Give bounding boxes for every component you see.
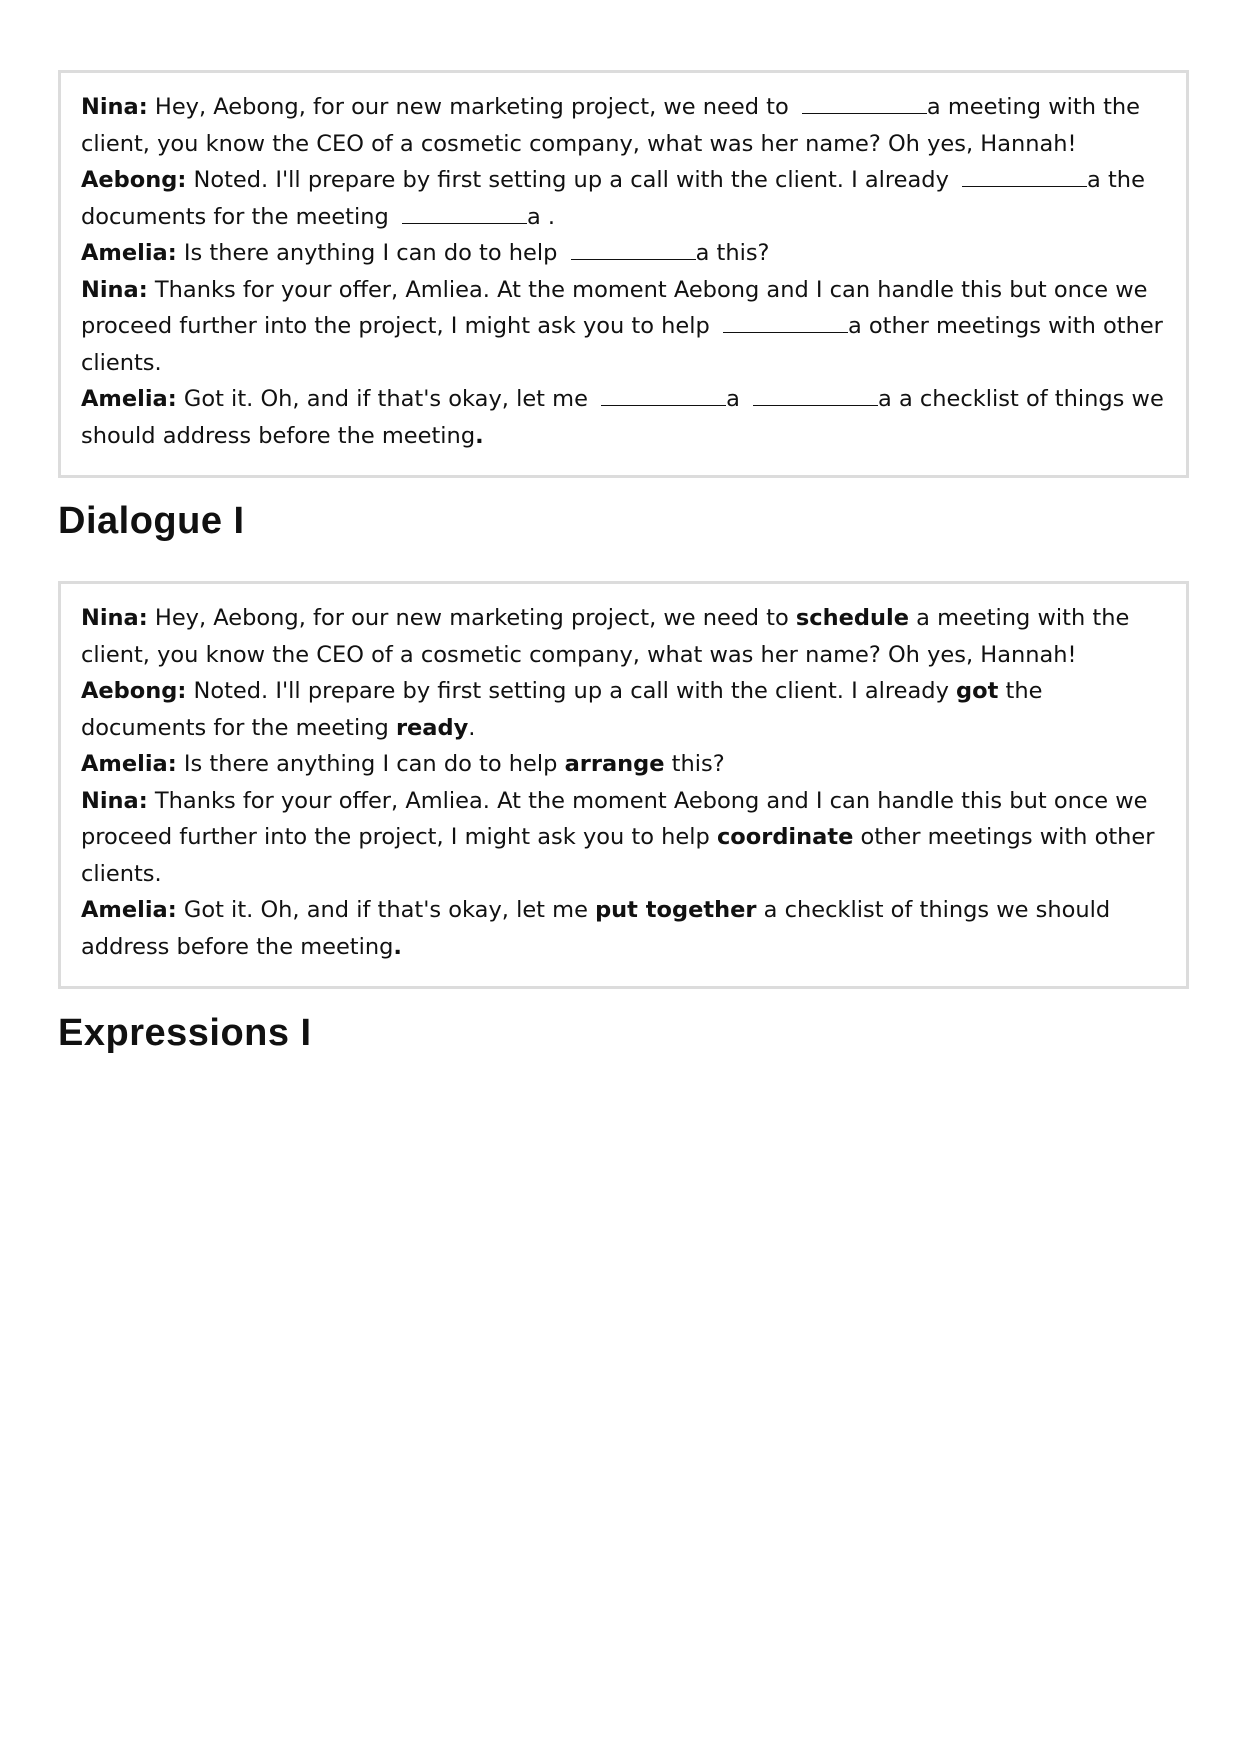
answer-blank[interactable] <box>571 237 696 260</box>
text: . <box>393 933 402 960</box>
answer-word: schedule <box>795 605 910 631</box>
speaker: Amelia: <box>81 751 177 777</box>
exercise-line <box>81 162 1166 235</box>
text: Thanks for your offer, Amliea. At the moment Aebong and I can handle this but once we proceed further into the project, I might ask you to help <box>81 276 1148 339</box>
text: a <box>726 386 748 412</box>
speaker: Nina: <box>81 276 148 303</box>
text: Is there anything I can do to help <box>176 751 565 777</box>
text: Noted. I'll prepare by first setting up a call with the client. I already <box>186 167 957 193</box>
speaker: Aebong: <box>81 167 187 193</box>
text: the documents for the meeting <box>81 678 1043 741</box>
exercise-line <box>81 235 1166 272</box>
exercise-line <box>81 272 1166 382</box>
speaker: Nina: <box>81 94 148 120</box>
answer-word: got <box>956 678 999 704</box>
text: a other meetings with other clients. <box>81 313 1163 376</box>
text: other meetings with other clients. <box>81 824 1155 887</box>
text: Is there anything I can do to help <box>176 240 565 266</box>
exercise-line <box>81 381 1166 454</box>
text: . <box>475 422 484 449</box>
answer-word: ready <box>395 714 469 741</box>
speaker: Aebong: <box>81 678 187 704</box>
speaker: Amelia: <box>81 897 177 923</box>
text: . <box>468 714 476 741</box>
text: Hey, Aebong, for our new marketing project, we need to <box>147 94 796 120</box>
answer-blank[interactable] <box>962 164 1087 187</box>
fill-in-exercise-box <box>58 70 1189 478</box>
answer-word: arrange <box>564 751 665 777</box>
text: Noted. I'll prepare by first setting up a call with the client. I already <box>186 678 957 704</box>
text: this? <box>664 751 725 777</box>
dialogue-line <box>81 892 1166 965</box>
text: a this? <box>695 240 770 266</box>
exercise-line <box>81 89 1166 162</box>
answer-word: put together <box>595 897 757 923</box>
answer-blank[interactable] <box>802 91 927 114</box>
answer-blank[interactable] <box>601 383 726 406</box>
answer-blank[interactable] <box>723 310 848 333</box>
dialogue-line <box>81 783 1166 893</box>
text: a checklist of things we should address before the meeting <box>81 897 1111 960</box>
section-heading-dialogue: Dialogue I <box>58 500 245 542</box>
speaker: Nina: <box>81 605 148 631</box>
text: Got it. Oh, and if that's okay, let me <box>176 897 596 923</box>
text: a meeting with the client, you know the CEO of a cosmetic company, what was her name? Oh yes, Hannah! <box>81 605 1130 668</box>
answer-blank[interactable] <box>402 201 527 224</box>
text: a meeting with the client, you know the CEO of a cosmetic company, what was her name? Oh yes, Hannah! <box>81 94 1141 157</box>
text: a a checklist of things we should address before the meeting <box>81 386 1164 449</box>
text: Thanks for your offer, Amliea. At the moment Aebong and I can handle this but once we proceed further into the project, I might ask you to help <box>81 787 1148 850</box>
speaker: Nina: <box>81 787 148 814</box>
section-heading-expressions: Expressions I <box>58 1012 312 1054</box>
text: a . <box>526 203 556 230</box>
text: a the documents for the meeting <box>81 167 1145 230</box>
speaker: Amelia: <box>81 386 177 412</box>
text: Got it. Oh, and if that's okay, let me <box>176 386 596 412</box>
dialogue-line <box>81 673 1166 746</box>
dialogue-line <box>81 600 1166 673</box>
answer-blank[interactable] <box>753 383 878 406</box>
answer-word: coordinate <box>716 824 854 850</box>
text: Hey, Aebong, for our new marketing project, we need to <box>147 605 796 631</box>
speaker: Amelia: <box>81 240 177 266</box>
dialogue-box <box>58 581 1189 989</box>
dialogue-line <box>81 746 1166 783</box>
